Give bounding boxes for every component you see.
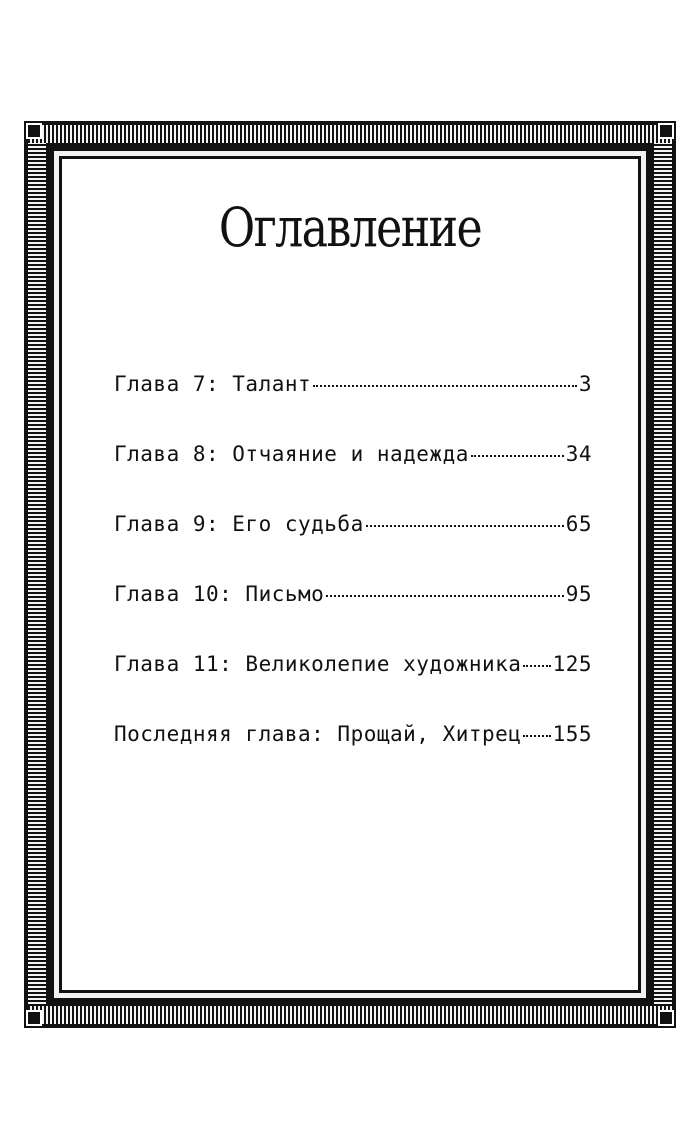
toc-entry	[114, 652, 592, 722]
page-title: Оглавление	[218, 196, 482, 259]
toc-entry-label: Последняя глава: Прощай, Хитрец	[114, 722, 522, 746]
toc-dot-leader	[313, 385, 577, 387]
toc-dot-leader	[326, 595, 563, 597]
toc-entry-page: 95	[565, 582, 592, 606]
toc-entry-label: Глава 9: Его судьба	[114, 512, 364, 536]
toc-entry-page: 34	[565, 442, 592, 466]
toc-entry-label: Глава 8: Отчаяние и надежда	[114, 442, 469, 466]
toc-entry	[114, 722, 592, 792]
toc-entry	[114, 512, 592, 582]
toc-entry-page: 65	[565, 512, 592, 536]
toc-entry	[114, 442, 592, 512]
toc-entry	[114, 372, 592, 442]
toc-entry	[114, 582, 592, 652]
toc-dot-leader	[366, 525, 564, 527]
toc-dot-leader	[471, 455, 564, 457]
frame-corner-ornament	[658, 123, 674, 139]
toc-dot-leader	[523, 665, 550, 667]
toc-entry-label: Глава 10: Письмо	[114, 582, 325, 606]
toc-dot-leader	[523, 735, 550, 737]
toc-entry-label: Глава 7: Талант	[114, 372, 312, 396]
frame-corner-ornament	[26, 123, 42, 139]
toc-entry-page: 125	[552, 652, 592, 676]
frame-corner-ornament	[658, 1010, 674, 1026]
toc-entry-page: 155	[552, 722, 592, 746]
toc-entry-label: Глава 11: Великолепие художника	[114, 652, 522, 676]
toc-entry-page: 3	[578, 372, 592, 396]
table-of-contents	[114, 372, 592, 792]
frame-corner-ornament	[26, 1010, 42, 1026]
